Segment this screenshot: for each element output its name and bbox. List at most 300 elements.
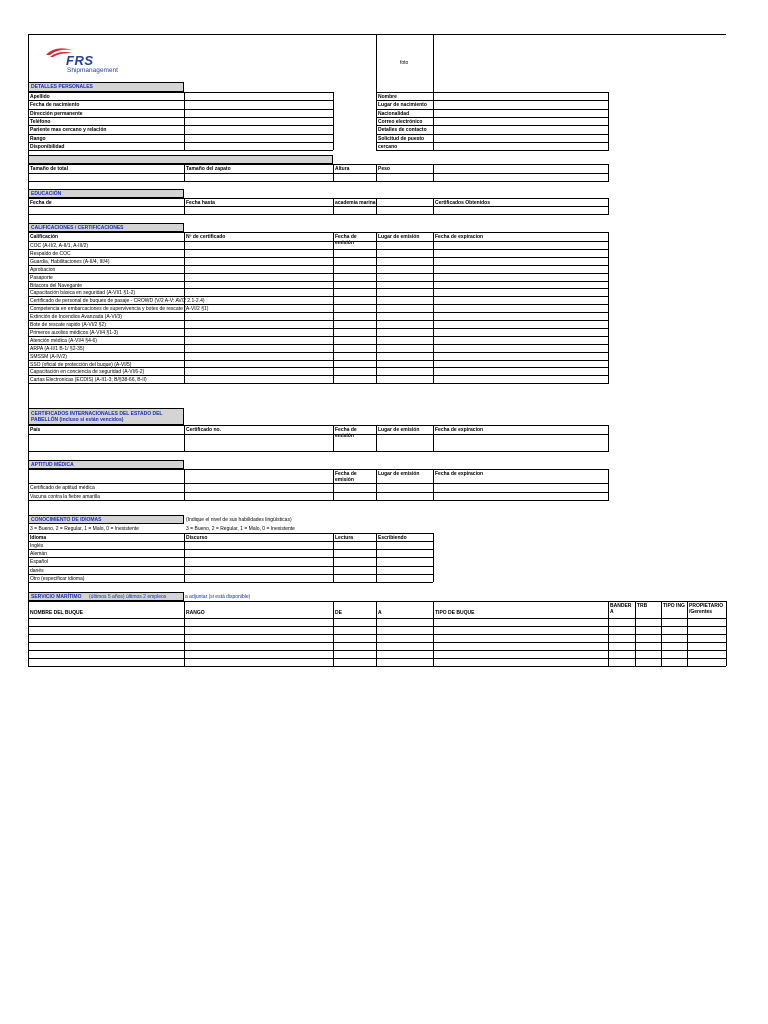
languages-scale-left: 3 = Bueno, 2 = Regular, 1 = Malo, 0 = Inexistente — [30, 526, 139, 532]
qualification-input[interactable] — [334, 368, 375, 374]
grid-line — [608, 425, 609, 451]
qualification-input[interactable] — [377, 297, 432, 303]
sea-service-input[interactable] — [185, 659, 332, 665]
grid-line — [28, 181, 609, 182]
qualification-input[interactable] — [377, 250, 432, 256]
grid-line — [433, 533, 434, 582]
sea-service-input[interactable] — [636, 651, 660, 657]
personal-label: cercano — [378, 144, 398, 150]
personal-label: Rango — [30, 136, 46, 142]
qualification-input[interactable] — [434, 337, 607, 343]
qualification-input[interactable] — [434, 368, 607, 374]
grid-line — [28, 232, 609, 233]
size-input[interactable] — [334, 174, 375, 180]
international-col-header: Fecha de expiracion — [435, 427, 484, 433]
qualification-input[interactable] — [185, 329, 332, 335]
personal-label: Teléfono — [30, 119, 51, 125]
education-col-header: Fecha hasta — [186, 200, 215, 206]
sea-service-input[interactable] — [662, 635, 686, 641]
personal-label: Detalles de contacto — [378, 127, 427, 133]
grid-line — [28, 383, 609, 384]
personal-input[interactable] — [434, 101, 607, 108]
qualification-input[interactable] — [377, 305, 432, 311]
international-input[interactable] — [434, 435, 607, 450]
personal-input[interactable] — [434, 126, 607, 133]
sea-service-input[interactable] — [29, 651, 183, 657]
grid-line — [376, 150, 609, 151]
sea-service-input[interactable] — [185, 619, 332, 625]
sea-service-title: SERVICIO MARÍTIMO — [31, 594, 82, 600]
education-input[interactable] — [29, 207, 183, 213]
sea-service-input[interactable] — [377, 643, 432, 649]
qualification-input[interactable] — [377, 313, 432, 319]
qualification-input[interactable] — [377, 368, 432, 374]
personal-input[interactable] — [185, 135, 332, 142]
qualification-input[interactable] — [377, 274, 432, 280]
sea-service-input[interactable] — [29, 627, 183, 633]
language-col-header: Idioma — [30, 535, 47, 541]
medical-row-label: Vacuna contra la fiebre amarilla — [30, 494, 100, 500]
sea-service-input[interactable] — [688, 651, 725, 657]
international-col-header: Fecha de emisión — [335, 427, 357, 439]
personal-input[interactable] — [185, 143, 332, 150]
sea-service-col-header: A — [378, 610, 382, 616]
section-header-education — [28, 189, 184, 198]
grid-line — [28, 425, 609, 426]
qualification-col-header: Calificación — [30, 234, 59, 240]
personal-input[interactable] — [434, 110, 607, 117]
size-input[interactable] — [29, 174, 183, 180]
language-row-label: Otro (especificar idioma) — [30, 576, 85, 582]
international-title: CERTIFICADOS INTERNACIONALES DEL ESTADO DEL PABELLÓN (incluso si están vencidos) — [31, 411, 163, 423]
qualification-input[interactable] — [185, 376, 332, 382]
sea-service-input[interactable] — [662, 659, 686, 665]
language-level-input[interactable] — [334, 567, 375, 573]
qualification-input[interactable] — [185, 368, 332, 374]
qualification-input[interactable] — [185, 305, 332, 311]
sea-service-input[interactable] — [185, 651, 332, 657]
personal-label: Solicitud de puesto — [378, 136, 425, 142]
qualification-row-label: Guardia, Habilitaciones (A-II/4, III/4) — [30, 259, 110, 265]
language-row-label: Alemán — [30, 551, 47, 557]
qualification-input[interactable] — [334, 345, 375, 351]
sea-service-input[interactable] — [334, 635, 375, 641]
qualification-input[interactable] — [185, 274, 332, 280]
qualification-input[interactable] — [377, 266, 432, 272]
education-col-header: Fecha de — [30, 200, 52, 206]
sea-service-input[interactable] — [29, 643, 183, 649]
qualification-input[interactable] — [434, 313, 607, 319]
language-row-label: Inglés — [30, 543, 44, 549]
sea-service-col-header: BANDER A — [610, 603, 632, 615]
grid-line — [184, 469, 185, 500]
qualification-input[interactable] — [334, 242, 375, 248]
grid-line — [28, 214, 609, 215]
qualification-row-label: Primeros auxilios médicos (A-VI/4 §1-3) — [30, 330, 119, 336]
education-col-header: Certificados Obtenidos — [435, 200, 491, 206]
sea-service-col-header: DE — [335, 610, 342, 616]
language-level-input[interactable] — [377, 567, 432, 573]
qualification-input[interactable] — [185, 353, 332, 359]
language-row-label: Español — [30, 559, 49, 565]
sea-service-input[interactable] — [609, 659, 634, 665]
grid-line — [726, 601, 727, 666]
personal-input[interactable] — [185, 118, 332, 125]
qualification-input[interactable] — [377, 361, 432, 367]
language-level-input[interactable] — [334, 558, 375, 564]
qualification-row-label: Cartas Electronicas (ECDIS) (A-II1-3; B/§38-66, B-II) — [30, 377, 147, 383]
sea-service-input[interactable] — [662, 643, 686, 649]
language-level-input[interactable] — [334, 575, 375, 581]
sea-service-input[interactable] — [688, 659, 725, 665]
language-level-input[interactable] — [185, 558, 332, 564]
size-label: Tamaño del zapato — [186, 166, 231, 172]
language-level-input[interactable] — [185, 542, 332, 548]
qualification-input[interactable] — [334, 282, 375, 288]
qualification-input[interactable] — [434, 242, 607, 248]
logo-subtitle: Shipmanagement — [67, 67, 118, 74]
international-input[interactable] — [377, 435, 432, 450]
sea-service-note2: a adjuntar (si está disponible) — [185, 594, 251, 600]
qualification-input[interactable] — [334, 376, 375, 382]
language-col-header: Discurso — [186, 535, 208, 541]
personal-label: Dirección permanente — [30, 111, 83, 117]
grid-line — [28, 666, 726, 667]
sea-service-input[interactable] — [434, 651, 607, 657]
medical-row-label: Certificado de aptitud médica — [30, 485, 95, 491]
size-input[interactable] — [434, 174, 607, 180]
photo-label: foto — [400, 60, 409, 66]
size-input[interactable] — [185, 174, 332, 180]
grid-line — [608, 198, 609, 214]
medical-col-header: Fecha de expiracion — [435, 471, 484, 477]
grid-line — [376, 92, 377, 150]
qualification-input[interactable] — [185, 297, 332, 303]
qualification-input[interactable] — [334, 297, 375, 303]
qualification-input[interactable] — [185, 258, 332, 264]
qualification-col-header: Fecha de expiracion — [435, 234, 484, 240]
education-input[interactable] — [434, 207, 607, 213]
sea-service-input[interactable] — [662, 627, 686, 633]
qualification-row-label: Extinción de Incendios Avanzada (A-VI/3) — [30, 314, 122, 320]
qualification-input[interactable] — [185, 250, 332, 256]
qualification-input[interactable] — [434, 297, 607, 303]
photo-right-border — [433, 34, 434, 92]
qualification-input[interactable] — [377, 337, 432, 343]
qualification-input[interactable] — [334, 274, 375, 280]
grid-line — [608, 232, 609, 383]
sea-service-input[interactable] — [609, 643, 634, 649]
qualification-input[interactable] — [377, 321, 432, 327]
qualification-input[interactable] — [377, 329, 432, 335]
qualification-input[interactable] — [334, 289, 375, 295]
qualification-input[interactable] — [434, 321, 607, 327]
grid-line — [608, 164, 609, 181]
sea-service-input[interactable] — [185, 627, 332, 633]
sea-service-col-header: TIPO DE BUQUE — [435, 610, 475, 616]
qualification-input[interactable] — [185, 361, 332, 367]
grid-line — [28, 150, 333, 151]
personal-title: DETALLES PERSONALES — [31, 84, 93, 90]
sea-service-input[interactable] — [185, 643, 332, 649]
qualification-input[interactable] — [377, 376, 432, 382]
qualification-row-label: Atención médica (A-VI/4 §4-6) — [30, 338, 97, 344]
logo-brand: FRS — [66, 53, 94, 68]
size-label: Peso — [378, 166, 390, 172]
qualification-input[interactable] — [334, 329, 375, 335]
sea-service-input[interactable] — [434, 635, 607, 641]
sea-service-input[interactable] — [636, 619, 660, 625]
qualification-row-label: Competencia en embarcaciones de supervivencia y botes de rescate (A-VI/2 §1) — [30, 306, 209, 312]
grid-line — [28, 533, 29, 582]
sea-service-input[interactable] — [434, 643, 607, 649]
qualification-input[interactable] — [377, 258, 432, 264]
languages-instruction: (Indique el nivel de sus habilidades lingüísticas) — [186, 517, 292, 523]
grid-line — [28, 451, 609, 452]
sea-service-input[interactable] — [434, 627, 607, 633]
section-header-international — [28, 408, 184, 425]
education-input[interactable] — [334, 207, 432, 213]
personal-input[interactable] — [434, 135, 607, 142]
sea-service-input[interactable] — [434, 659, 607, 665]
language-level-input[interactable] — [185, 550, 332, 556]
qualification-col-header: Fecha de emisión — [335, 234, 357, 246]
size-label: Tamaño de total — [30, 166, 68, 172]
sea-service-input[interactable] — [688, 643, 725, 649]
qualification-input[interactable] — [334, 250, 375, 256]
qualification-input[interactable] — [334, 361, 375, 367]
sea-service-input[interactable] — [377, 619, 432, 625]
personal-input[interactable] — [185, 110, 332, 117]
qualification-input[interactable] — [334, 321, 375, 327]
sea-service-input[interactable] — [377, 659, 432, 665]
sea-service-input[interactable] — [29, 635, 183, 641]
medical-title: APTITUD MÉDICA — [31, 462, 74, 468]
qualification-input[interactable] — [377, 345, 432, 351]
personal-label: Nacionalidad — [378, 111, 410, 117]
qualification-input[interactable] — [434, 345, 607, 351]
qualification-row-label: Bitacora del Navegante — [30, 283, 82, 289]
qualification-input[interactable] — [434, 282, 607, 288]
grid-line — [28, 164, 609, 165]
qualification-input[interactable] — [185, 321, 332, 327]
qualification-input[interactable] — [377, 282, 432, 288]
language-level-input[interactable] — [185, 575, 332, 581]
personal-input[interactable] — [434, 143, 607, 150]
qualification-input[interactable] — [434, 274, 607, 280]
international-input[interactable] — [185, 435, 332, 450]
section-header-personal — [28, 82, 184, 92]
personal-input[interactable] — [185, 93, 332, 100]
sea-service-input[interactable] — [334, 619, 375, 625]
sea-service-input[interactable] — [334, 659, 375, 665]
top-border — [28, 34, 726, 35]
personal-input[interactable] — [185, 101, 332, 108]
grid-line — [28, 601, 726, 602]
section-header-qualifications — [28, 223, 184, 232]
qualification-row-label: Certificado de personal de buques de pasaje - CROWD (V/2 A-V: AV/2 2.1-2.4) — [30, 298, 205, 304]
sea-service-input[interactable] — [609, 635, 634, 641]
qualification-input[interactable] — [334, 258, 375, 264]
language-level-input[interactable] — [334, 542, 375, 548]
qualification-input[interactable] — [185, 337, 332, 343]
grid-line — [28, 232, 29, 383]
education-input[interactable] — [185, 207, 332, 213]
size-label: Altura — [335, 166, 350, 172]
personal-input[interactable] — [185, 126, 332, 133]
grid-line — [28, 469, 609, 470]
sea-service-col-header: NOMBRE DEL BUQUE — [30, 610, 83, 616]
qualification-input[interactable] — [185, 289, 332, 295]
sea-service-input[interactable] — [688, 635, 725, 641]
sea-service-input[interactable] — [185, 635, 332, 641]
qualification-row-label: SSO (oficial de protección del buque) (A-VI/5) — [30, 362, 132, 368]
sea-service-input[interactable] — [29, 619, 183, 625]
grid-line — [28, 533, 433, 534]
qualification-input[interactable] — [434, 305, 607, 311]
medical-input[interactable] — [434, 493, 607, 499]
personal-label: Fecha de nacimiento — [30, 102, 80, 108]
sea-service-input[interactable] — [434, 619, 607, 625]
size-input[interactable] — [377, 174, 432, 180]
sea-service-input[interactable] — [662, 651, 686, 657]
qualification-row-label: Pasaporte — [30, 275, 53, 281]
qualification-row-label: SMSSM (A-IV/2) — [30, 354, 67, 360]
sea-service-input[interactable] — [334, 651, 375, 657]
personal-input[interactable] — [434, 93, 607, 100]
sea-service-col-header: RANGO — [186, 610, 205, 616]
personal-label: Apellido — [30, 94, 50, 100]
qualification-input[interactable] — [377, 353, 432, 359]
grid-line — [28, 500, 609, 501]
qualification-input[interactable] — [434, 376, 607, 382]
grid-line — [608, 92, 609, 150]
education-title: EDUCACIÓN — [31, 191, 62, 197]
qualification-col-header: Lugar de emisión — [378, 234, 420, 240]
qualification-input[interactable] — [434, 250, 607, 256]
sea-service-input[interactable] — [334, 627, 375, 633]
international-col-header: Certificado no. — [186, 427, 222, 433]
language-level-input[interactable] — [334, 550, 375, 556]
qualification-row-label: Capacitación básica en seguridad (A-VI/1 §1-2) — [30, 290, 136, 296]
medical-col-header: Fecha de emisión — [335, 471, 357, 483]
qualification-input[interactable] — [185, 282, 332, 288]
medical-col-header: Lugar de emisión — [378, 471, 420, 477]
language-level-input[interactable] — [377, 542, 432, 548]
medical-input[interactable] — [334, 484, 375, 490]
sea-service-input[interactable] — [636, 635, 660, 641]
international-input[interactable] — [29, 435, 183, 450]
qualification-input[interactable] — [434, 258, 607, 264]
personal-label: Nombre — [378, 94, 397, 100]
sea-service-input[interactable] — [609, 651, 634, 657]
qualification-input[interactable] — [185, 242, 332, 248]
size-gray-bar — [28, 155, 333, 164]
personal-input[interactable] — [434, 118, 607, 125]
international-col-header: País — [30, 427, 41, 433]
medical-input[interactable] — [434, 484, 607, 490]
medical-input[interactable] — [377, 493, 432, 499]
section-header-languages — [28, 515, 184, 524]
languages-scale-right: 3 = Bueno, 2 = Regular, 1 = Malo, 0 = Inexistente — [186, 526, 295, 532]
sea-service-input[interactable] — [636, 659, 660, 665]
qualification-input[interactable] — [434, 266, 607, 272]
qualification-input[interactable] — [434, 289, 607, 295]
sea-service-input[interactable] — [609, 619, 634, 625]
sea-service-col-header: TIPO ING — [663, 603, 685, 609]
sea-service-input[interactable] — [662, 619, 686, 625]
language-level-input[interactable] — [185, 567, 332, 573]
section-header-medical — [28, 460, 184, 469]
sea-service-input[interactable] — [609, 627, 634, 633]
qualification-input[interactable] — [434, 329, 607, 335]
sea-service-input[interactable] — [688, 619, 725, 625]
medical-input[interactable] — [334, 493, 375, 499]
sea-service-input[interactable] — [377, 635, 432, 641]
language-col-header: Escribiendo — [378, 535, 407, 541]
qualification-input[interactable] — [185, 313, 332, 319]
sea-service-input[interactable] — [688, 627, 725, 633]
qualifications-title: CALIFICACIONES / CERTIFICACIONES — [31, 225, 124, 231]
sea-service-input[interactable] — [636, 627, 660, 633]
languages-title: CONOCIMIENTO DE IDIOMAS — [31, 517, 102, 523]
qualification-row-label: Aprobacion — [30, 267, 56, 273]
sea-service-col-header: PROPIETARIO /Gerentes — [689, 603, 724, 615]
qualification-row-label: ARPA (A-II/1 B-1/ §2-35) — [30, 346, 85, 352]
qualification-input[interactable] — [377, 242, 432, 248]
grid-line — [28, 469, 29, 500]
qualification-row-label: COC (A-II/2, A-II/1, A-III/2) — [30, 243, 89, 249]
language-row-label: danés — [30, 568, 44, 574]
qualification-input[interactable] — [334, 353, 375, 359]
grid-line — [28, 198, 609, 199]
international-input[interactable] — [334, 435, 375, 450]
sea-service-note1: (últimos 5 años) últimos 2 empleos — [89, 594, 167, 600]
sea-service-input[interactable] — [377, 651, 432, 657]
international-col-header: Lugar de emisión — [378, 427, 420, 433]
sea-service-col-header: TRB — [637, 603, 648, 609]
qualification-input[interactable] — [434, 353, 607, 359]
grid-line — [28, 582, 433, 583]
qualification-input[interactable] — [185, 345, 332, 351]
qualification-col-header: Nº de certificado — [186, 234, 226, 240]
sea-service-input[interactable] — [377, 627, 432, 633]
sea-service-input[interactable] — [334, 643, 375, 649]
personal-label: Pariente mas cercano y relación — [30, 127, 107, 133]
medical-input[interactable] — [377, 484, 432, 490]
qualification-input[interactable] — [334, 337, 375, 343]
language-level-input[interactable] — [377, 558, 432, 564]
qualification-input[interactable] — [434, 361, 607, 367]
qualification-input[interactable] — [334, 313, 375, 319]
language-level-input[interactable] — [377, 550, 432, 556]
qualification-row-label: Capacitación en conciencia de seguridad (A-VI/6-2) — [30, 369, 145, 375]
sea-service-input[interactable] — [636, 643, 660, 649]
language-col-header: Lectura — [335, 535, 354, 541]
language-level-input[interactable] — [377, 575, 432, 581]
sea-service-input[interactable] — [29, 659, 183, 665]
grid-line — [608, 469, 609, 500]
qualification-input[interactable] — [334, 266, 375, 272]
qualification-input[interactable] — [185, 266, 332, 272]
qualification-row-label: Bote de rescate rapido (A-VI/2 §2) — [30, 322, 106, 328]
education-col-header: academia marina — [335, 200, 376, 206]
qualification-input[interactable] — [334, 305, 375, 311]
grid-line — [333, 92, 334, 150]
qualification-input[interactable] — [377, 289, 432, 295]
personal-label: Correo electrónico — [378, 119, 423, 125]
qualification-row-label: Respaldo de COC — [30, 251, 71, 257]
